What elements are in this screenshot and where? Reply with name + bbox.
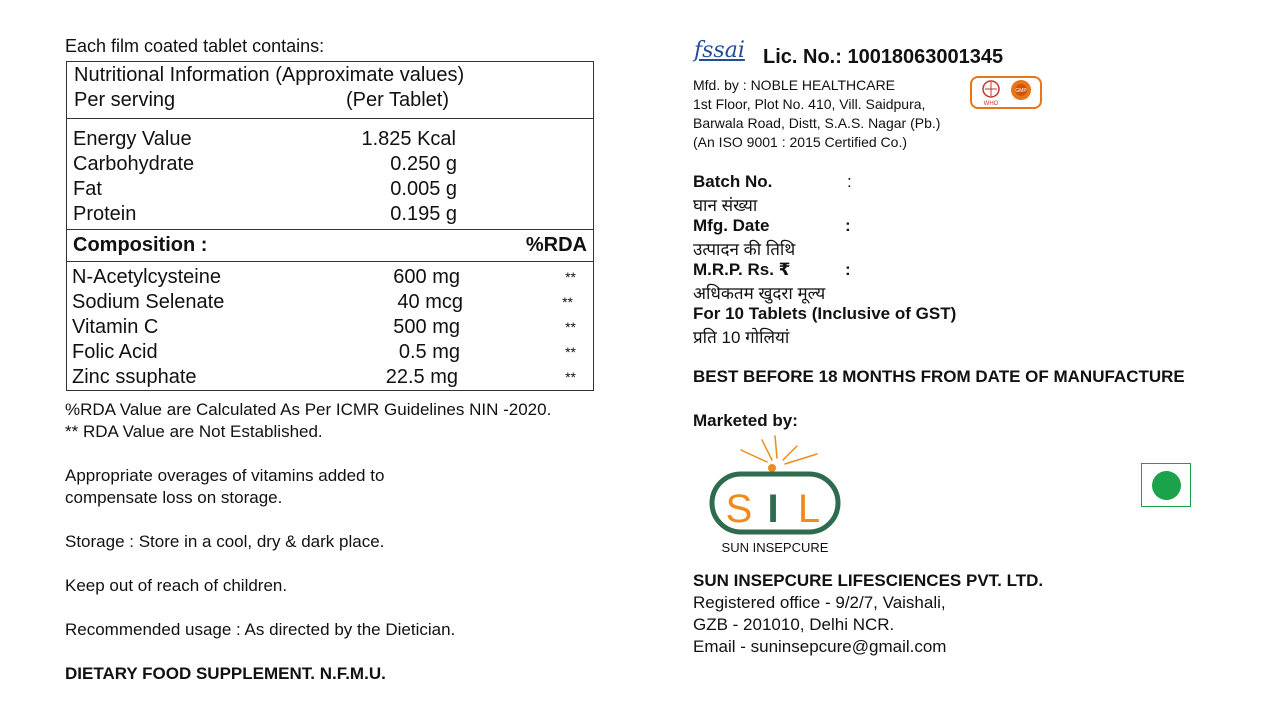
mfg-date-hindi: उत्पादन की तिथि xyxy=(693,240,796,259)
table-divider xyxy=(67,118,593,119)
ingredient-amount: 40 mcg xyxy=(397,291,463,313)
nutrient-value: 0.195 g xyxy=(390,203,457,225)
manufacturer-line: 1st Floor, Plot No. 410, Vill. Saidpura, xyxy=(693,96,926,112)
logo-caption: SUN INSEPCURE xyxy=(721,540,829,555)
fssai-logo-text: fssai xyxy=(694,38,745,63)
nutrient-value: 0.250 g xyxy=(390,153,457,175)
overages-note: compensate loss on storage. xyxy=(65,488,283,507)
address-line: Registered office - 9/2/7, Vaishali, xyxy=(693,593,946,612)
pack-size: For 10 Tablets (Inclusive of GST) xyxy=(693,304,957,323)
mrp-label: M.R.P. Rs. ₹ xyxy=(693,260,791,279)
ingredient-amount: 600 mg xyxy=(393,266,460,288)
manufacturer-line: Mfd. by : NOBLE HEALTHCARE xyxy=(693,77,896,93)
nutrient-name: Protein xyxy=(73,203,137,225)
nutrient-value: 0.005 g xyxy=(390,178,457,200)
table-header-per-serving: Per serving xyxy=(74,89,176,111)
mfg-date-label: Mfg. Date xyxy=(693,216,770,235)
ingredient-amount: 0.5 mg xyxy=(398,341,460,363)
rda-note: ** RDA Value are Not Established. xyxy=(65,422,323,441)
table-header-title: Nutritional Information (Approximate values) xyxy=(74,64,465,86)
logo-letter: I xyxy=(767,487,779,531)
overages-note: Appropriate overages of vitamins added to xyxy=(65,466,385,485)
children-warning: Keep out of reach of children. xyxy=(65,576,288,595)
nutrient-name: Fat xyxy=(73,178,102,200)
ingredient-rda: ** xyxy=(565,269,576,285)
veg-dot xyxy=(1152,471,1181,500)
ingredient-name: Zinc ssuphate xyxy=(72,366,197,388)
mfg-date-colon: : xyxy=(845,216,851,235)
nutrient-name: Energy Value xyxy=(73,128,192,150)
footer-supplement: DIETARY FOOD SUPPLEMENT. N.F.M.U. xyxy=(65,664,386,683)
logo-letter: L xyxy=(797,487,821,531)
who-gmp-icon xyxy=(972,78,1040,107)
rda-note: %RDA Value are Calculated As Per ICMR Guidelines NIN -2020. xyxy=(65,400,552,419)
nutrient-name: Carbohydrate xyxy=(73,153,195,175)
logo-letter: S xyxy=(725,487,753,531)
pack-size-hindi: प्रति 10 गोलियां xyxy=(693,328,790,347)
ingredient-name: Sodium Selenate xyxy=(72,291,225,313)
sun-insepcure-logo xyxy=(705,434,845,558)
table-divider xyxy=(67,229,593,230)
intro-text: Each film coated tablet contains: xyxy=(65,36,325,56)
batch-label: Batch No. xyxy=(693,172,773,191)
batch-hindi: घान संख्या xyxy=(693,196,758,215)
nutrient-value: 1.825 Kcal xyxy=(361,128,456,150)
mrp-hindi: अधिकतम खुदरा मूल्य xyxy=(693,284,826,303)
manufacturer-line: (An ISO 9001 : 2015 Certified Co.) xyxy=(693,134,907,150)
sun-rays-icon xyxy=(741,436,817,464)
table-header-per-tablet: (Per Tablet) xyxy=(346,89,450,111)
ingredient-rda: ** xyxy=(565,344,576,360)
nutrition-table xyxy=(66,61,594,391)
composition-label: Composition : xyxy=(73,234,208,256)
license-number: Lic. No.: 10018063001345 xyxy=(763,46,1004,68)
marketed-by-label: Marketed by: xyxy=(693,411,798,430)
batch-colon: : xyxy=(847,172,852,191)
table-divider xyxy=(67,261,593,262)
ingredient-rda: ** xyxy=(562,294,573,310)
fssai-logo xyxy=(694,38,745,63)
who-badge-label: WHO xyxy=(983,101,999,107)
mrp-colon: : xyxy=(845,260,851,279)
ingredient-rda: ** xyxy=(565,319,576,335)
ingredient-rda: ** xyxy=(565,369,576,385)
gmp-badge-label: GMP xyxy=(1015,88,1027,94)
company-name: SUN INSEPCURE LIFESCIENCES PVT. LTD. xyxy=(693,571,1044,590)
manufacturer-line: Barwala Road, Distt, S.A.S. Nagar (Pb.) xyxy=(693,115,941,131)
ingredient-name: Vitamin C xyxy=(72,316,159,338)
email-line: Email - suninsepcure@gmail.com xyxy=(693,637,947,656)
rda-header: %RDA xyxy=(525,234,587,256)
ingredient-amount: 500 mg xyxy=(393,316,460,338)
certification-badges xyxy=(970,76,1042,109)
ingredient-amount: 22.5 mg xyxy=(385,366,458,388)
veg-symbol-icon xyxy=(1141,463,1191,507)
address-line: GZB - 201010, Delhi NCR. xyxy=(693,615,895,634)
usage-note: Recommended usage : As directed by the Dietician. xyxy=(65,620,456,639)
sun-dot xyxy=(768,464,776,472)
ingredient-name: Folic Acid xyxy=(72,341,158,363)
storage-note: Storage : Store in a cool, dry & dark place. xyxy=(65,532,385,551)
best-before: BEST BEFORE 18 MONTHS FROM DATE OF MANUFACTURE xyxy=(693,367,1185,386)
ingredient-name: N-Acetylcysteine xyxy=(72,266,221,288)
